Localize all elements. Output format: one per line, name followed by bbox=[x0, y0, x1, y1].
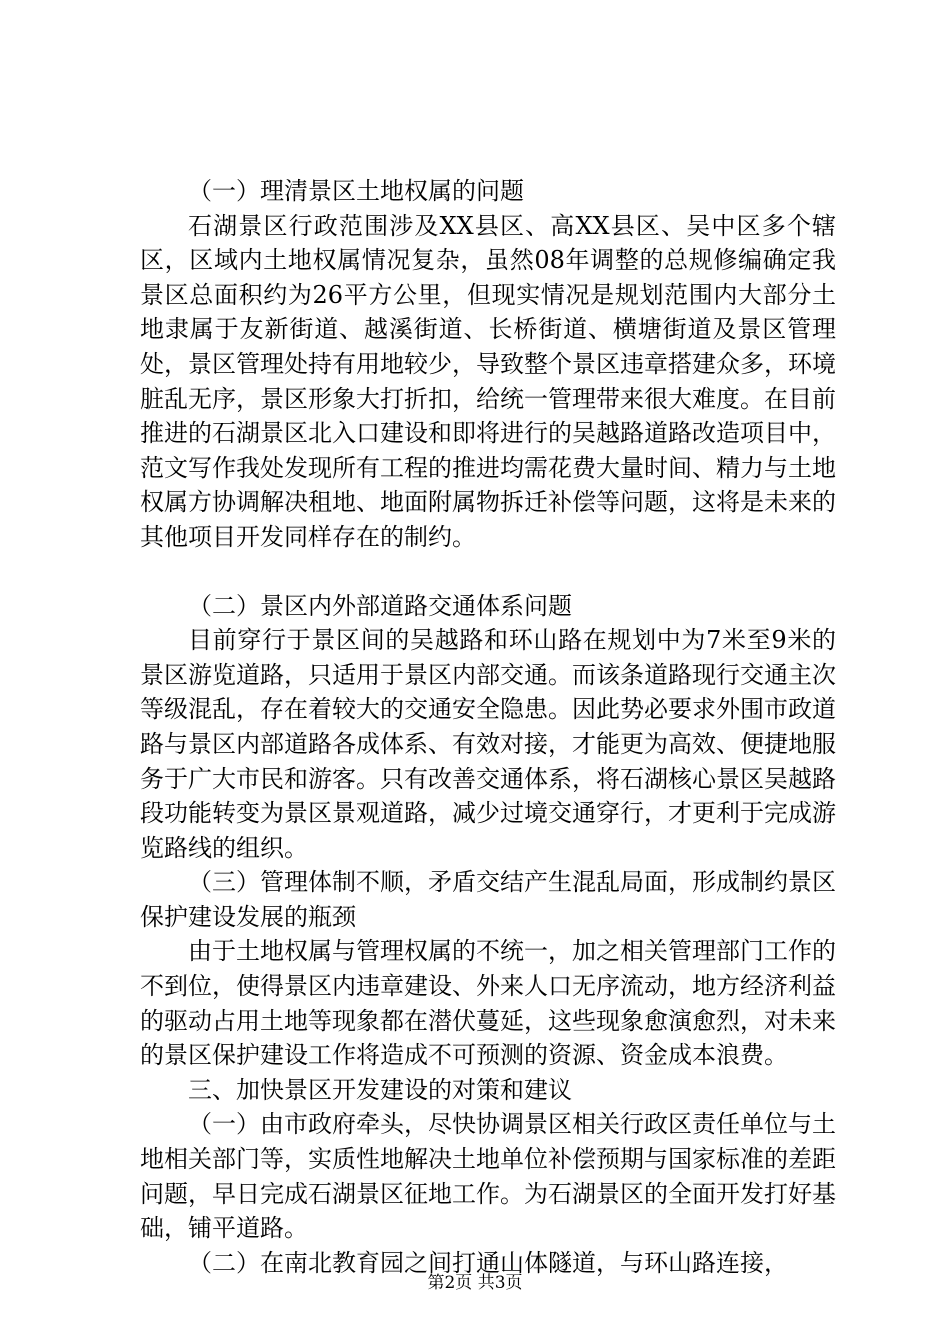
paragraph-spacer bbox=[140, 555, 836, 589]
paragraph-traffic-system: 目前穿行于景区间的吴越路和环山路在规划中为7米至9米的景区游览道路，只适用于景区内部交通。而该条道路现行交通主次等级混乱，存在着较大的交通安全隐患。因此势必要求外围市政道路与景区内部道路各成体系、有效对接，才能更为高效、便捷地服务于广大市民和游客。只有改善交通体系，将石湖核心景区吴越路段功能转变为景区景观道路，减少过境交通穿行，才更利于完成游览路线的组织。 bbox=[140, 626, 836, 862]
page-footer: 第2页 共3页 bbox=[427, 1273, 523, 1293]
section-heading-land-ownership: （一）理清景区土地权属的问题 bbox=[188, 177, 524, 205]
section-title-countermeasures: 三、加快景区开发建设的对策和建议 bbox=[188, 1075, 572, 1104]
paragraph-countermeasure-2: （二）在南北教育园之间打通山体隧道，与环山路连接， bbox=[188, 1248, 788, 1277]
paragraph-management: 由于土地权属与管理权属的不统一，加之相关管理部门工作的不到位，使得景区内违章建设、外来人口无序流动，地方经济利益的驱动占用土地等现象都在潜伏蔓延，这些现象愈演愈烈，对未来的景区保护建设工作将造成不可预测的资源、资金成本浪费。 bbox=[140, 937, 836, 1070]
section-heading-management: （三）管理体制不顺，矛盾交结产生混乱局面，形成制约景区保护建设发展的瓶颈 bbox=[140, 868, 836, 931]
paragraph-land-ownership: 石湖景区行政范围涉及XX县区、高XX县区、吴中区多个辖区，区域内土地权属情况复杂，虽然08年调整的总规修编确定我景区总面积约为26平方公里，但现实情况是规划范围内大部分土地隶属于友新街道、越溪街道、长桥街道、横塘街道及景区管理处，景区管理处持有用地较少，导致整个景区违章搭建众多，环境脏乱无序，景区形象大打折扣，给统一管理带来很大难度。在目前推进的石湖景区北入口建设和即将进行的吴越路道路改造项目中，范文写作我处发现所有工程的推进均需花费大量时间、精力与土地权属方协调解决租地、地面附属物拆迁补偿等问题，这将是未来的其他项目开发同样存在的制约。 bbox=[140, 211, 836, 551]
paragraph-countermeasure-1: （一）由市政府牵头，尽快协调景区相关行政区责任单位与土地相关部门等，实质性地解决土地单位补偿预期与国家标准的差距问题，早日完成石湖景区征地工作。为石湖景区的全面开发打好基础，铺平道路。 bbox=[140, 1110, 836, 1243]
document-body bbox=[140, 174, 836, 1280]
section-heading-traffic-system: （二）景区内外部道路交通体系问题 bbox=[188, 591, 572, 620]
